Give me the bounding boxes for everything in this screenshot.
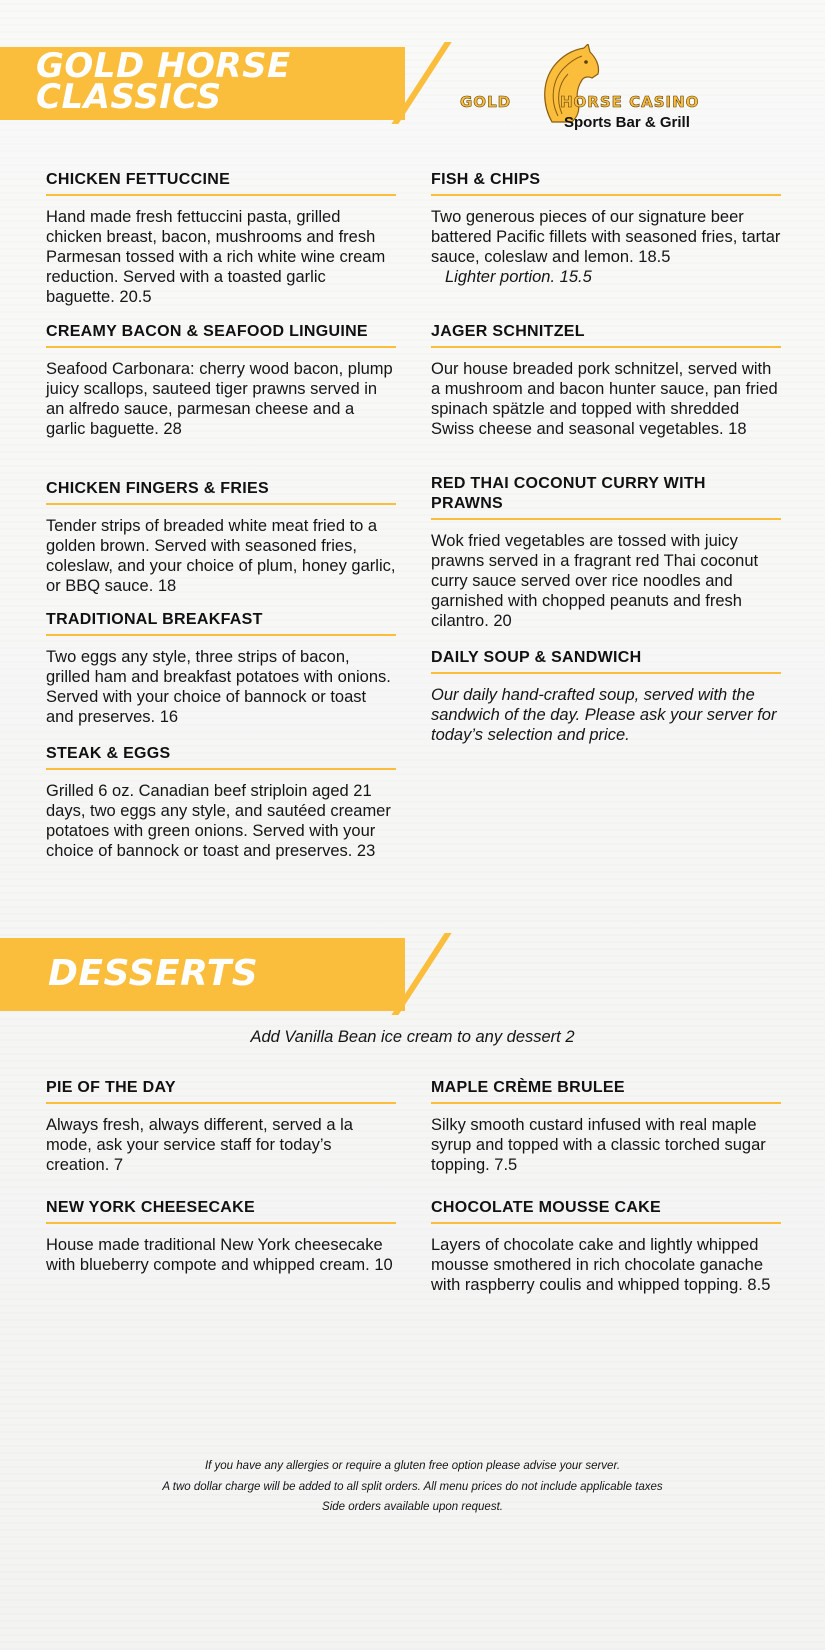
menu-item	[431, 1078, 781, 1175]
item-description: Two eggs any style, three strips of bacon, grilled ham and breakfast potatoes with onions. Served with your choice of bannock or toast and preserves. 16	[46, 648, 391, 726]
item-name: STEAK & EGGS	[46, 744, 396, 770]
logo-subtitle: Sports Bar & Grill	[564, 114, 690, 131]
desserts-banner	[0, 938, 405, 1011]
item-description: House made traditional New York cheesecake with blueberry compote and whipped cream. 10	[46, 1236, 393, 1274]
menu-item	[431, 648, 781, 745]
item-name: MAPLE CRÈME BRULEE	[431, 1078, 781, 1104]
footer-notes	[0, 1456, 825, 1518]
menu-item	[431, 474, 781, 631]
classics-title	[36, 46, 291, 117]
menu-item	[431, 170, 781, 287]
item-description: Two generous pieces of our signature beer battered Pacific fillets with seasoned fries, tartar sauce, coleslaw and lemon. 18.5	[431, 208, 781, 266]
item-name: CREAMY BACON & SEAFOOD LINGUINE	[46, 322, 396, 348]
item-description: Grilled 6 oz. Canadian beef striploin aged 21 days, two eggs any style, and sautéed creamer potatoes with green onions. Served with your choice of bannock or toast and preserves. 23	[46, 782, 391, 860]
item-description: Wok fried vegetables are tossed with juicy prawns served in a fragrant red Thai coconut curry sauce served over rice noodles and garnished with chopped peanuts and fresh cilantro. 20	[431, 532, 759, 630]
footer-line-1: If you have any allergies or require a gluten free option please advise your server.	[204, 1460, 621, 1472]
item-name: CHICKEN FETTUCCINE	[46, 170, 396, 196]
item-description: Our house breaded pork schnitzel, served with a mushroom and bacon hunter sauce, pan fried spinach spätzle and topped with shredded Swiss cheese and seasonal vegetables. 18	[431, 360, 778, 438]
item-name: RED THAI COCONUT CURRY WITH PRAWNS	[431, 474, 781, 520]
item-name: FISH & CHIPS	[431, 170, 781, 196]
item-extra-portion: Lighter portion. 15.5	[445, 268, 592, 286]
horse-head-icon	[532, 44, 602, 124]
menu-item	[431, 322, 781, 439]
logo-brand-left: GOLD	[460, 93, 512, 111]
menu-item	[46, 479, 396, 596]
footer-line-3: Side orders available upon request.	[322, 1501, 503, 1513]
menu-item	[46, 744, 396, 861]
item-description: Seafood Carbonara: cherry wood bacon, plump juicy scallops, sauteed tiger prawns served in an alfredo sauce, parmesan cheese and a garlic baguette. 28	[46, 360, 393, 438]
item-description: Silky smooth custard infused with real maple syrup and topped with a classic torched sugar topping. 7.5	[431, 1116, 766, 1174]
menu-item	[46, 1078, 396, 1175]
menu-item	[46, 610, 396, 727]
item-description: Hand made fresh fettuccini pasta, grilled chicken breast, bacon, mushrooms and fresh Parmesan tossed with a rich white wine cream reduction. Served with a toasted garlic baguette. 20.5	[46, 208, 386, 306]
item-name: CHICKEN FINGERS & FRIES	[46, 479, 396, 505]
casino-logo	[452, 40, 732, 135]
menu-item	[431, 1198, 781, 1295]
item-description: Tender strips of breaded white meat fried to a golden brown. Served with seasoned fries, coleslaw, and your choice of plum, honey garlic, or BBQ sauce. 18	[46, 517, 396, 595]
dessert-note: Add Vanilla Bean ice cream to any dessert 2	[250, 1028, 575, 1046]
menu-item	[46, 170, 396, 307]
item-description: Our daily hand-crafted soup, served with the sandwich of the day. Please ask your server for today’s selection and price.	[431, 686, 777, 744]
item-name: PIE OF THE DAY	[46, 1078, 396, 1104]
item-name: NEW YORK CHEESECAKE	[46, 1198, 396, 1224]
item-description: Always fresh, always different, served a la mode, ask your service staff for today’s creation. 7	[46, 1116, 353, 1174]
desserts-title: DESSERTS	[48, 953, 259, 994]
item-name: DAILY SOUP & SANDWICH	[431, 648, 781, 674]
logo-brand-right: HORSE CASINO	[560, 93, 700, 111]
menu-item	[46, 1198, 396, 1275]
item-name: JAGER SCHNITZEL	[431, 322, 781, 348]
classics-banner	[0, 47, 405, 120]
item-description: Layers of chocolate cake and lightly whipped mousse smothered in rich chocolate ganache with raspberry coulis and whipped topping. 8.5	[431, 1236, 771, 1294]
item-name: CHOCOLATE MOUSSE CAKE	[431, 1198, 781, 1224]
menu-item	[46, 322, 396, 439]
classics-title-line1: GOLD HORSE	[36, 46, 291, 86]
item-name: TRADITIONAL BREAKFAST	[46, 610, 396, 636]
classics-title-line2: CLASSICS	[36, 77, 222, 117]
footer-line-2: A two dollar charge will be added to all split orders. All menu prices do not include applicable taxes	[162, 1480, 663, 1493]
